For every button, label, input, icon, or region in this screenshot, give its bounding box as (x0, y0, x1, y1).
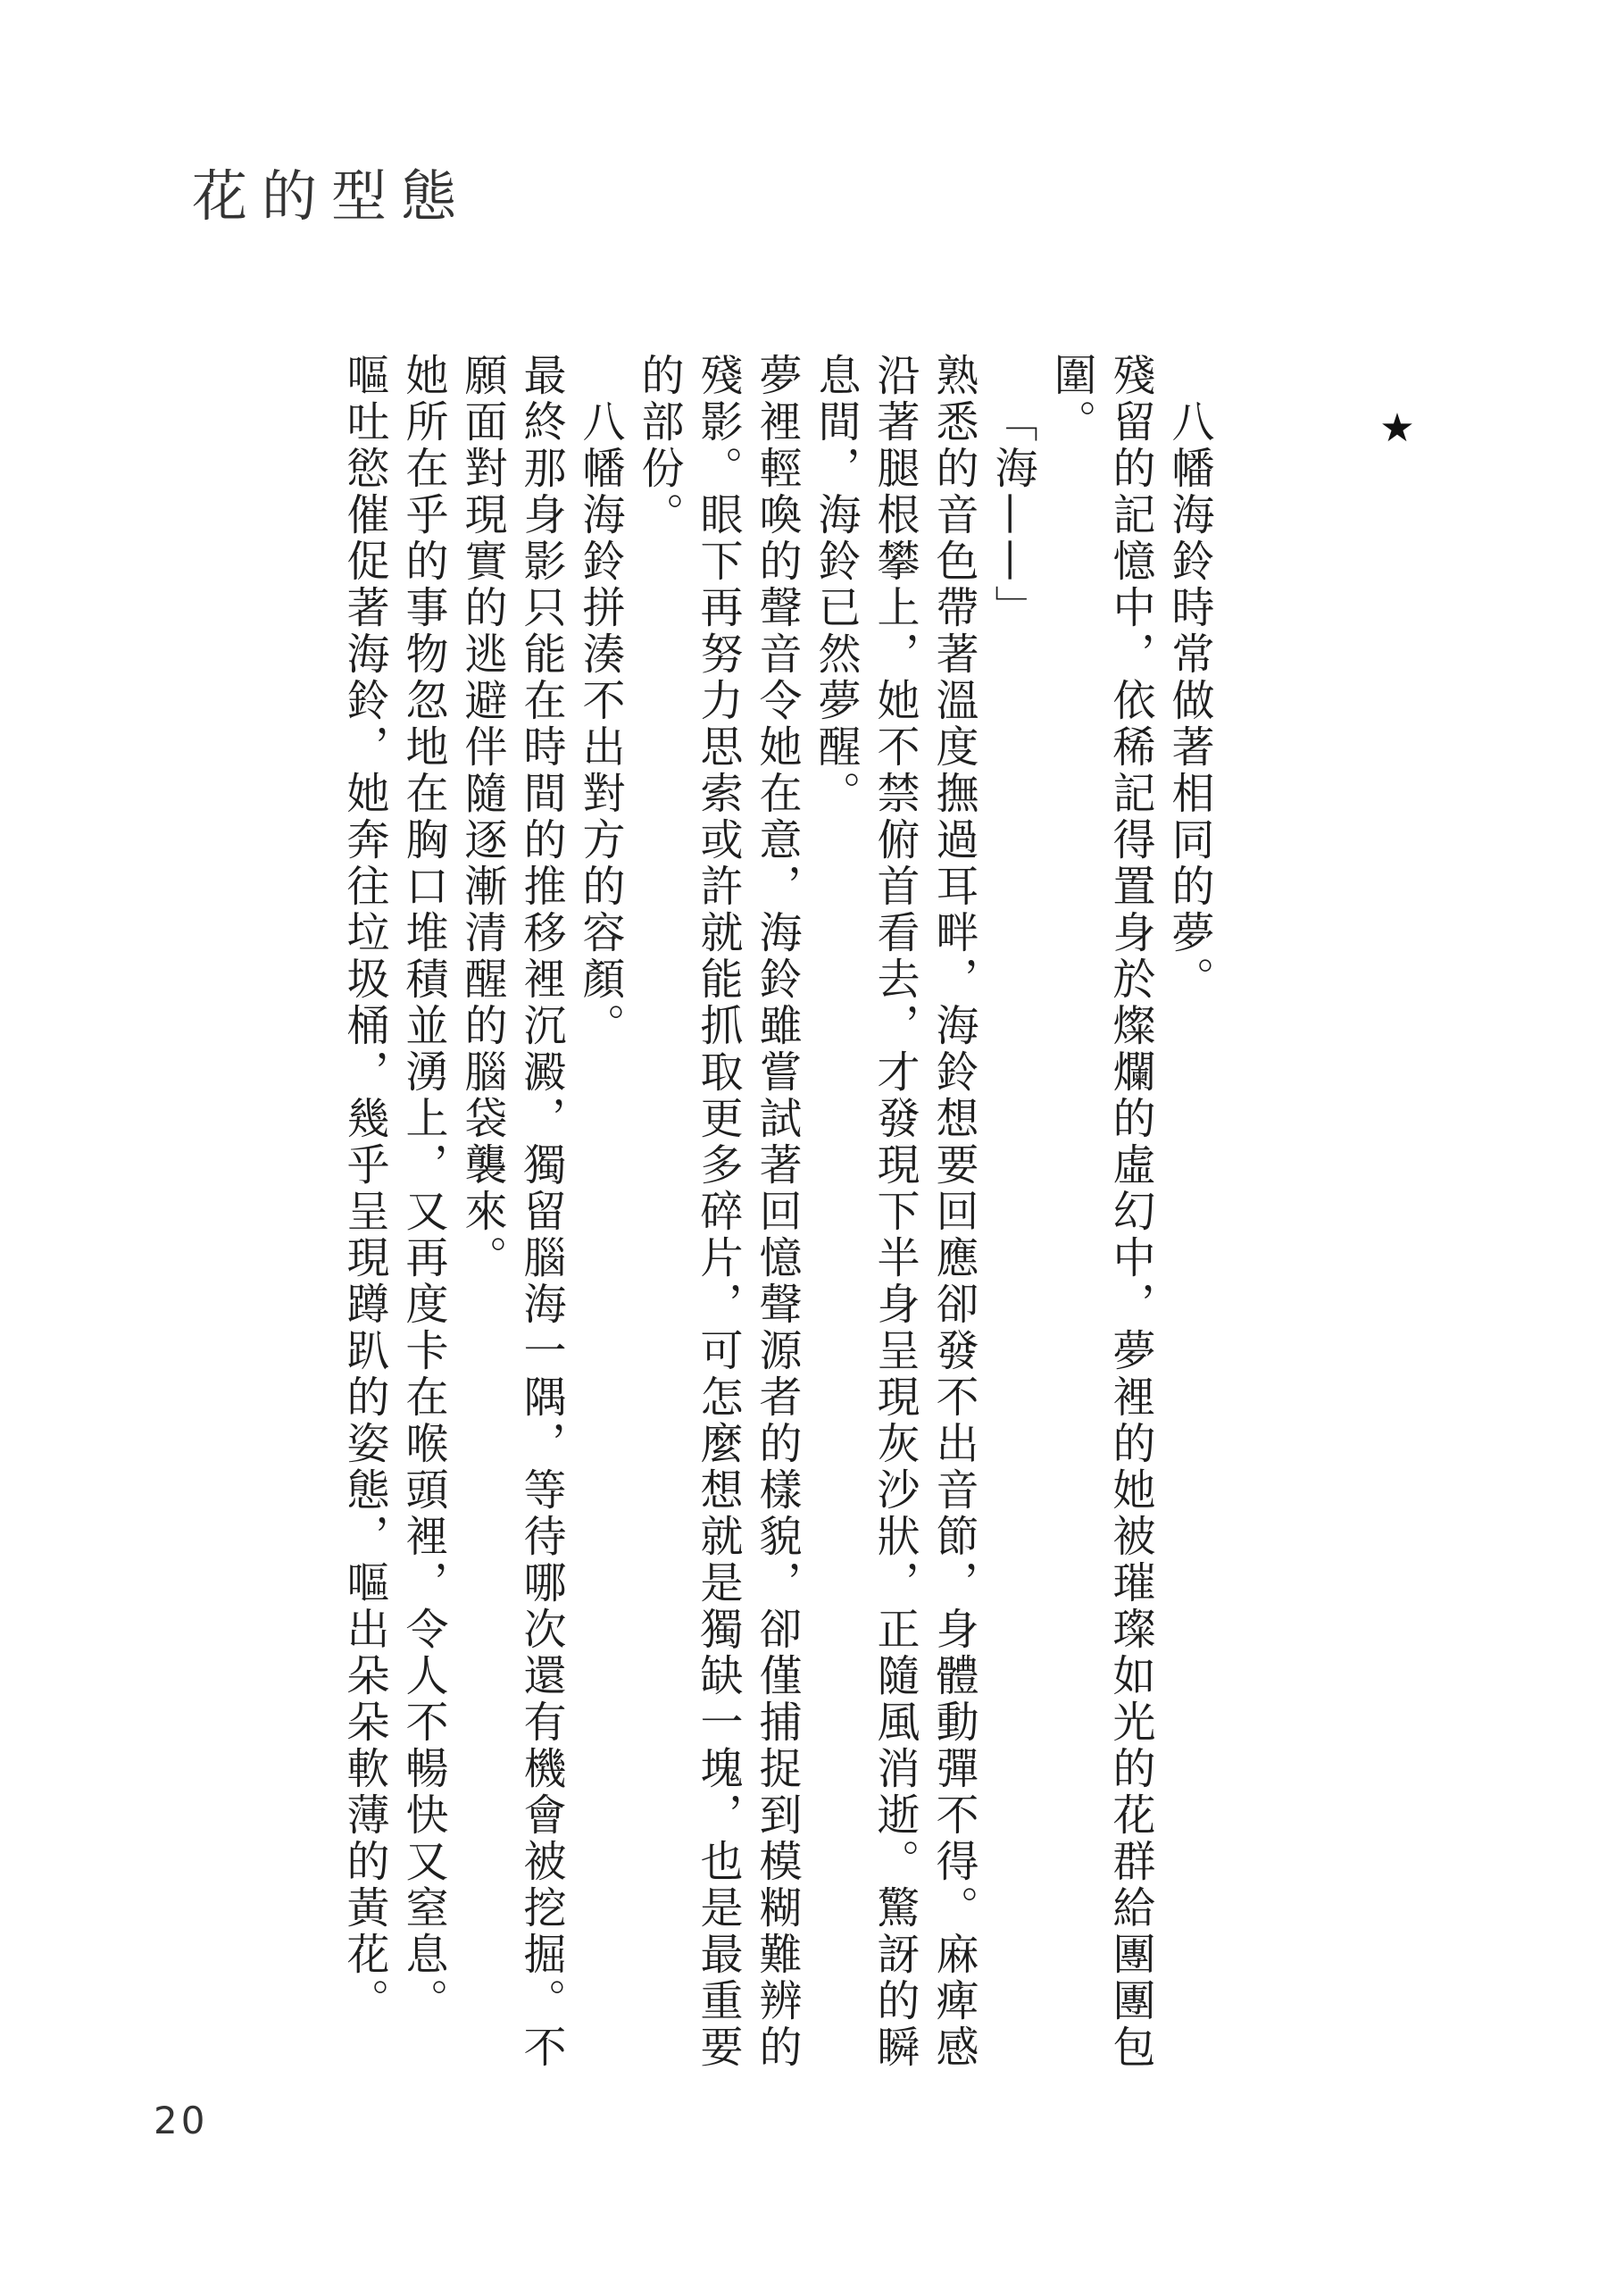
dialogue-line: 「海——」 (987, 399, 1037, 631)
paragraph: 最終那身影只能在時間的推移裡沉澱，獨留腦海一隅，等待哪次還有機會被挖掘。不願面對現實的逃避伴隨逐漸清醒的腦袋襲來。 (457, 353, 566, 2071)
body-text (339, 353, 1219, 2076)
paragraph: 八幡海鈴拼湊不出對方的容顏。 (575, 399, 625, 1049)
page-number: 20 (154, 2099, 209, 2142)
page-title: 花的型態 (192, 163, 471, 229)
paragraph: 殘留的記憶中，依稀記得置身於燦爛的虛幻中，夢裡的她被璀璨如光的花群給團團包圍。 (1046, 353, 1155, 2071)
paragraph: 她所在乎的事物忽地在胸口堆積並湧上，又再度卡在喉頭裡，令人不暢快又窒息。 (398, 353, 448, 2024)
section-star-icon: ★ (1379, 405, 1415, 451)
paragraph: 熟悉的音色帶著溫度撫過耳畔，海鈴想要回應卻發不出音節，身體動彈不得。麻痺感沿著腿根攀上，她不禁俯首看去，才發現下半身呈現灰沙狀，正隨風消逝。驚訝的瞬息間，海鈴已然夢醒。 (811, 353, 979, 2071)
paragraph: 嘔吐慾催促著海鈴，她奔往垃圾桶，幾乎呈現蹲趴的姿態，嘔出朵朵軟薄的黃花。 (339, 353, 389, 2024)
paragraph: 夢裡輕喚的聲音令她在意，海鈴雖嘗試著回憶聲源者的樣貌，卻僅捕捉到模糊難辨的殘影。眼下再努力思索或許就能抓取更多碎片，可怎麼想就是獨缺一塊，也是最重要的部份。 (634, 353, 802, 2071)
paragraph: 八幡海鈴時常做著相同的夢。 (1164, 399, 1214, 1003)
